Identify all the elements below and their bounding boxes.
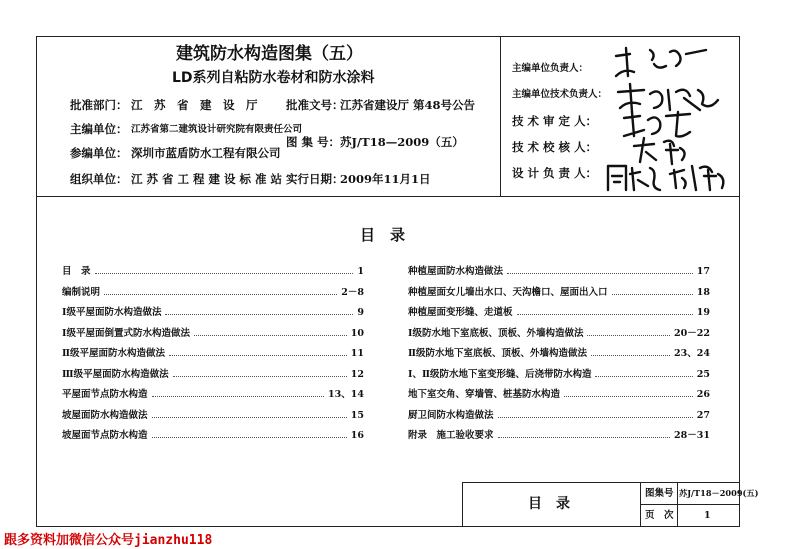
signature-5 xyxy=(604,160,734,194)
toc-entry-title: 地下室交角、穿墙管、桩基防水构造 xyxy=(408,389,561,400)
toc-leader-dots xyxy=(612,294,693,295)
title-block-atlas-label: 图集号 xyxy=(645,488,674,499)
chief-unit-responsible-label: 主编单位负责人： xyxy=(512,63,589,74)
organizer-label: 组织单位： xyxy=(70,172,128,186)
approve-doc-value: 江苏省建设厅 第48号公告 xyxy=(340,98,476,112)
toc-entry-title: Ⅱ级平屋面防水构造做法 xyxy=(62,348,166,359)
toc-entry-title: 编制说明 xyxy=(62,286,101,298)
approve-doc-label: 批准文号： xyxy=(286,98,344,112)
title-block-left-rule xyxy=(462,482,463,527)
toc-entry-page: 20－22 xyxy=(674,327,710,339)
toc-entry-page: 2－8 xyxy=(341,286,364,298)
toc-entry xyxy=(408,304,710,318)
header-bottom-rule xyxy=(36,196,740,197)
atlas-title: 建筑防水构造图集（五） xyxy=(176,44,363,64)
toc-entry-title: 附录 施工验收要求 xyxy=(408,430,494,441)
editor-unit-value: 江苏省第二建筑设计研究院有限责任公司 xyxy=(131,124,303,135)
toc-entry xyxy=(408,427,710,441)
approve-dept-value: 江 苏 省 建 设 厅 xyxy=(131,98,258,112)
toc-leader-dots xyxy=(169,355,347,356)
toc-leader-dots xyxy=(152,437,347,438)
toc-entry-page: 11 xyxy=(350,348,364,359)
toc-entry-page: 18 xyxy=(696,286,710,298)
toc-entry-title: 目 录 xyxy=(62,266,91,277)
toc-entry-page: 26 xyxy=(696,389,710,400)
toc-entry xyxy=(62,263,364,277)
toc-entry-page: 19 xyxy=(696,307,710,318)
toc-entry-page: 23、24 xyxy=(674,348,710,359)
toc-entry-title: Ⅰ、Ⅱ级防水地下室变形缝、后浇带防水构造 xyxy=(408,368,592,380)
toc-heading: 目 录 xyxy=(360,226,406,244)
toc-entry-page: 16 xyxy=(350,430,364,441)
toc-entry xyxy=(408,345,710,359)
toc-leader-dots xyxy=(104,294,337,295)
toc-entry-page: 1 xyxy=(357,266,364,277)
toc-entry-page: 15 xyxy=(350,409,364,421)
toc-entry xyxy=(408,284,710,298)
toc-leader-dots xyxy=(507,273,693,274)
toc-entry-page: 13、14 xyxy=(328,389,364,400)
atlas-no-value: 苏J/T18—2009（五） xyxy=(340,135,464,149)
toc-entry-page: 17 xyxy=(696,266,710,277)
signature-1 xyxy=(606,42,716,82)
toc-leader-dots xyxy=(498,417,693,418)
approve-dept-label: 批准部门： xyxy=(70,98,128,112)
toc-entry-title: Ⅰ级平屋面防水构造做法 xyxy=(62,307,162,318)
title-block-page-value: 1 xyxy=(704,510,711,521)
toc-entry-title: 种植屋面防水构造做法 xyxy=(408,266,504,277)
watermark-text: 跟多资料加微信公众号jianzhu118 xyxy=(4,533,213,548)
toc-leader-dots xyxy=(595,376,692,377)
toc-entry xyxy=(408,407,710,421)
chief-tech-responsible-label: 主编单位技术负责人： xyxy=(512,89,608,100)
toc-entry-title: 种植屋面女儿墙出水口、天沟檐口、屋面出入口 xyxy=(408,286,608,298)
toc-leader-dots xyxy=(517,314,693,315)
title-block-page-label: 页 次 xyxy=(645,510,674,521)
toc-entry-title: 坡屋面防水构造做法 xyxy=(62,409,148,421)
design-lead-label: 设 计 负 责 人： xyxy=(512,166,598,180)
toc-entry xyxy=(62,386,364,400)
toc-leader-dots xyxy=(498,437,671,438)
atlas-no-label: 图 集 号： xyxy=(286,135,341,149)
toc-entry-page: 9 xyxy=(357,307,364,318)
title-block-top-rule xyxy=(462,482,740,483)
toc-leader-dots xyxy=(152,396,325,397)
toc-entry-title: Ⅰ级平屋面倒置式防水构造做法 xyxy=(62,327,190,339)
toc-entry-title: Ⅰ级防水地下室底板、顶板、外墙构造做法 xyxy=(408,327,584,339)
toc-entry-title: 坡屋面节点防水构造 xyxy=(62,430,148,441)
toc-entry-title: 厨卫间防水构造做法 xyxy=(408,409,494,421)
toc-entry-title: 平屋面节点防水构造 xyxy=(62,389,148,400)
participant-label: 参编单位： xyxy=(70,146,128,160)
atlas-subtitle: LD系列自粘防水卷材和防水涂料 xyxy=(172,70,375,86)
toc-leader-dots xyxy=(95,273,354,274)
participant-value: 深圳市蓝盾防水工程有限公司 xyxy=(131,146,281,160)
toc-entry xyxy=(408,263,710,277)
toc-entry xyxy=(408,386,710,400)
toc-entry-title: 种植屋面变形缝、走道板 xyxy=(408,307,513,318)
toc-entry-title: Ⅱ级防水地下室底板、顶板、外墙构造做法 xyxy=(408,348,588,359)
tech-reviewer-label: 技 术 审 定 人： xyxy=(512,114,598,128)
toc-entry xyxy=(62,325,364,339)
toc-entry-page: 25 xyxy=(696,368,710,380)
toc-entry xyxy=(62,345,364,359)
toc-entry-page: 27 xyxy=(696,409,710,421)
toc-leader-dots xyxy=(173,376,347,377)
toc-leader-dots xyxy=(587,335,670,336)
toc-entry xyxy=(62,407,364,421)
toc-entry xyxy=(408,366,710,380)
editor-unit-label: 主编单位： xyxy=(70,122,128,136)
toc-entry-page: 28－31 xyxy=(674,430,710,441)
toc-leader-dots xyxy=(165,314,353,315)
toc-leader-dots xyxy=(591,355,670,356)
toc-entry xyxy=(62,284,364,298)
toc-entry-page: 12 xyxy=(350,368,364,380)
title-block-split-rule xyxy=(640,504,740,505)
tech-checker-label: 技 术 校 核 人： xyxy=(512,140,598,154)
date-label: 实行日期： xyxy=(286,172,344,186)
toc-entry xyxy=(62,304,364,318)
toc-entry xyxy=(408,325,710,339)
toc-entry-page: 10 xyxy=(350,327,364,339)
toc-entry-title: Ⅲ级平屋面防水构造做法 xyxy=(62,368,169,380)
title-block-name: 目 录 xyxy=(528,496,570,512)
toc-leader-dots xyxy=(194,335,347,336)
toc-leader-dots xyxy=(564,396,693,397)
header-divider xyxy=(500,36,501,197)
date-value: 2009年11月1日 xyxy=(340,172,431,186)
toc-entry xyxy=(62,366,364,380)
toc-entry xyxy=(62,427,364,441)
title-block-atlas-value: 苏J/T18－2009(五) xyxy=(679,488,759,498)
organizer-value: 江 苏 省 工 程 建 设 标 准 站 xyxy=(131,172,283,186)
toc-leader-dots xyxy=(152,417,347,418)
